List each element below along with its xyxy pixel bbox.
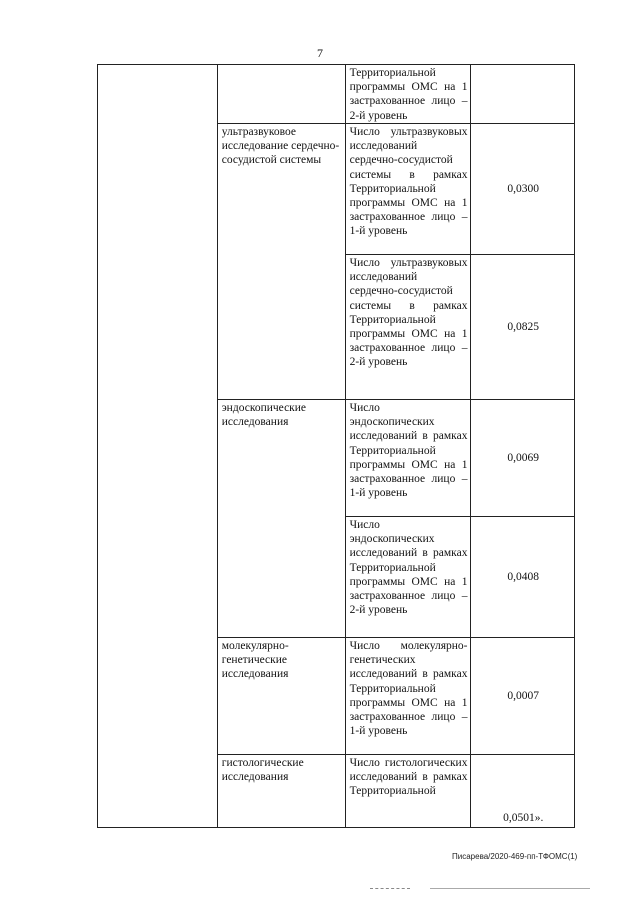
value-cell: 0,0069 xyxy=(471,400,575,517)
empty-first-column xyxy=(98,65,218,828)
indicator-cell: Территориальной программы ОМС на 1 застрахованное лицо – 2-й уровень xyxy=(345,65,471,124)
indicators-table xyxy=(97,64,575,828)
value-cell: 0,0300 xyxy=(471,124,575,255)
indicator-cell: Число ультразвуковых исследований сердечно-сосудистой системы в рамках Территориальной программы ОМС на 1 застрахованное лицо – 1-й уровень xyxy=(345,124,471,255)
value-cell: 0,0408 xyxy=(471,517,575,638)
indicator-cell: Число эндоскопических исследований в рамках Территориальной программы ОМС на 1 застрахованное лицо – 1-й уровень xyxy=(345,400,471,517)
value-cell: 0,0007 xyxy=(471,638,575,755)
document-footer: Писарева/2020-469-пп-ТФОМС(1) xyxy=(452,852,578,861)
value-cell: 0,0825 xyxy=(471,255,575,400)
section-cell: ультразвуковое исследование сердечно-сосудистой системы xyxy=(217,124,345,400)
table-row xyxy=(98,65,575,124)
section-cell: молекулярно-генетические исследования xyxy=(217,638,345,755)
section-cell: эндоскопические исследования xyxy=(217,400,345,638)
indicator-cell: Число молекулярно-генетических исследований в рамках Территориальной программы ОМС на 1 застрахованное лицо – 1-й уровень xyxy=(345,638,471,755)
scan-artifact xyxy=(370,888,410,891)
indicator-cell: Число ультразвуковых исследований сердечно-сосудистой системы в рамках Территориальной программы ОМС на 1 застрахованное лицо – 2-й уровень xyxy=(345,255,471,400)
indicator-cell: Число эндоскопических исследований в рамках Территориальной программы ОМС на 1 застрахованное лицо – 2-й уровень xyxy=(345,517,471,638)
value-cell xyxy=(471,65,575,124)
section-cell xyxy=(217,65,345,124)
value-cell: 0,0501». xyxy=(471,755,575,828)
page-number: 7 xyxy=(317,46,323,60)
scan-artifact-line xyxy=(430,888,590,889)
section-cell: гистологические исследования xyxy=(217,755,345,828)
indicator-cell: Число гистологических исследований в рамках Территориальной xyxy=(345,755,471,828)
